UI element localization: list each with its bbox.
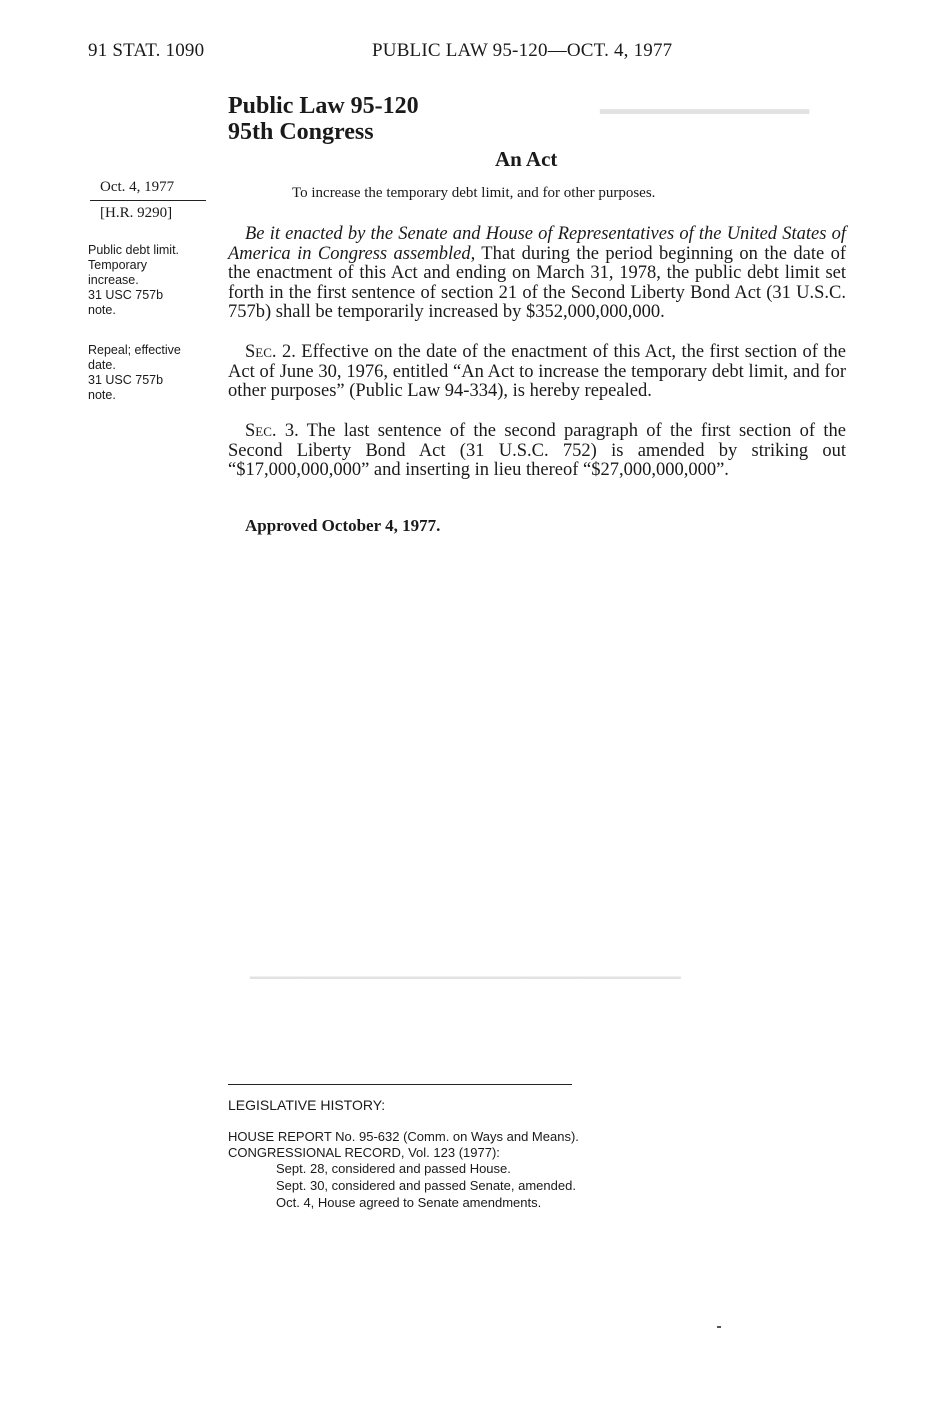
section-3-paragraph [228, 422, 846, 481]
bill-number: [H.R. 9290] [100, 205, 173, 221]
house-report: HOUSE REPORT No. 95-632 (Comm. on Ways and Means). [228, 1129, 579, 1144]
margin-note-line: Temporary [88, 258, 148, 272]
margin-note-line: date. [88, 358, 116, 372]
legislative-history-divider [228, 1084, 572, 1085]
history-event: Sept. 30, considered and passed Senate, amended. [276, 1178, 576, 1193]
margin-note-line: Repeal; effective [88, 343, 181, 357]
scan-speck [717, 1326, 721, 1328]
margin-divider [90, 200, 206, 201]
section-3-text: The last sentence of the second paragraph of the first section of the Second Liberty Bond Act (31 U.S.C. 752) is amended by striking out “$17,000,000,000” and inserting in lieu thereof “$27,000,000,000”. [228, 421, 846, 480]
congressional-record: CONGRESSIONAL RECORD, Vol. 123 (1977): [228, 1145, 500, 1160]
margin-note-line: Public debt limit. [88, 243, 180, 257]
margin-note-repeal [88, 343, 213, 403]
section-1-text: That during the period beginning on the date of the enactment of this Act and ending on March 31, 1978, the public debt limit set forth in the first sentence of section 21 of the Second Liberty Bond Act (31 U.S.C. 757b) shall be temporarily increased by $352,000,000,000. [228, 243, 846, 322]
act-heading: An Act [495, 147, 558, 171]
margin-note-line: 31 USC 757b [88, 288, 164, 302]
history-event: Oct. 4, House agreed to Senate amendments. [276, 1195, 542, 1210]
section-2-label: Sec. 2. [245, 342, 296, 362]
section-2-paragraph [228, 343, 846, 402]
show-through-artifact: ▁▁▁▁▁▁▁▁▁▁▁▁▁▁▁▁▁▁▁▁▁▁▁▁▁▁▁▁▁▁▁▁▁▁▁ [250, 962, 681, 979]
margin-date: Oct. 4, 1977 [100, 179, 175, 195]
margin-note-line: note. [88, 388, 116, 402]
approval-date: Approved October 4, 1977. [245, 516, 441, 535]
section-3-label: Sec. 3. [245, 421, 299, 441]
margin-note-line: note. [88, 303, 116, 317]
congress-number: 95th Congress [228, 119, 374, 145]
section-1-paragraph [228, 225, 846, 323]
section-2-text: Effective on the date of the enactment of this Act, the first section of the Act of June 30, 1976, entitled “An Act to increase the temporary debt limit, and for other purposes” (Public Law 94-334), is hereby repealed. [228, 342, 846, 401]
enacting-clause: Be it enacted by the Senate and House of Representatives of the United States of America in Congress assembled, [228, 224, 846, 264]
margin-note-line: 31 USC 757b [88, 373, 164, 387]
margin-note-line: increase. [88, 273, 139, 287]
margin-note-public-debt [88, 243, 213, 318]
public-law-number: Public Law 95-120 [228, 93, 419, 119]
legislative-history-heading: LEGISLATIVE HISTORY: [228, 1097, 386, 1113]
page-stat-number: 91 STAT. 1090 [88, 40, 205, 61]
history-event: Sept. 28, considered and passed House. [276, 1161, 511, 1176]
show-through-artifact: ▂▂▂▂▂▂▂▂▂▂▂▂▂▂▂▂▂ [600, 97, 810, 114]
act-purpose: To increase the temporary debt limit, and for other purposes. [292, 185, 656, 201]
running-header: PUBLIC LAW 95-120—OCT. 4, 1977 [372, 40, 673, 61]
